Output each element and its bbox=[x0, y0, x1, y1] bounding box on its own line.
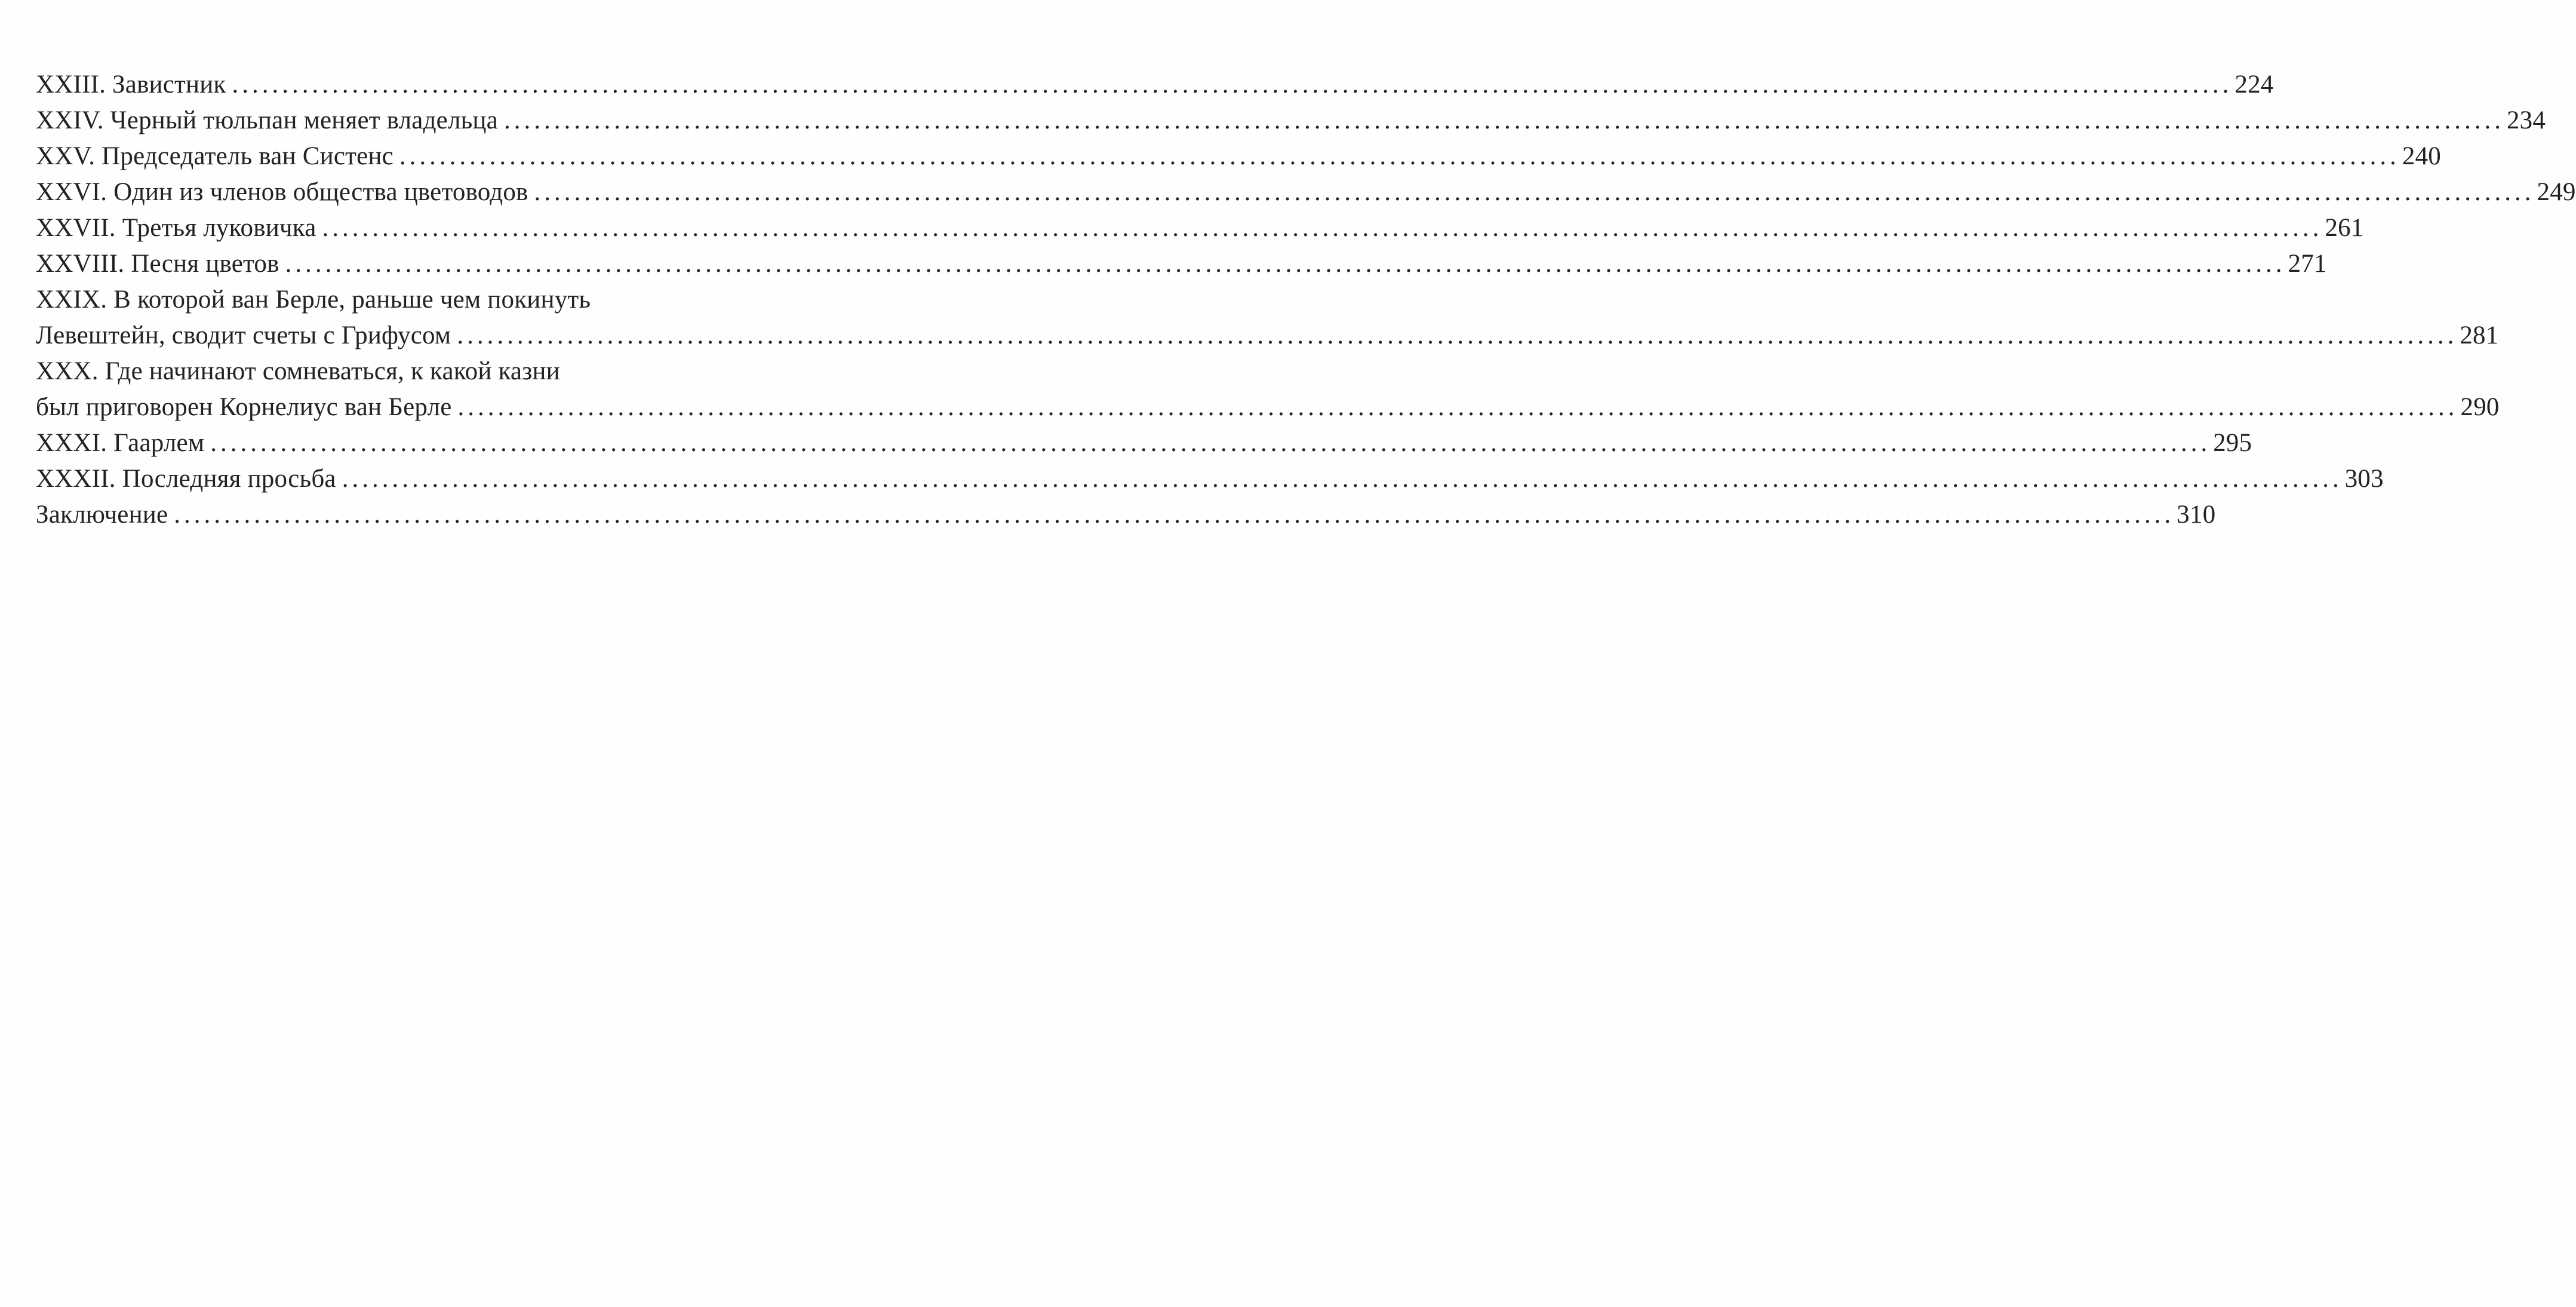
dot-leader: ........................................................................................................................................................................................................ bbox=[322, 214, 2323, 242]
toc-entry-title: XXVII. Третья луковичка bbox=[36, 214, 316, 242]
toc-entry-line bbox=[36, 318, 2499, 354]
dot-leader: ........................................................................................................................................................................................................ bbox=[457, 321, 2458, 349]
toc-entry-line bbox=[36, 210, 2364, 246]
toc-page-number: 303 bbox=[2344, 465, 2384, 493]
toc-entry-title: Левештейн, сводит счеты с Грифусом bbox=[36, 321, 451, 349]
toc-entry bbox=[36, 497, 2216, 533]
toc-entry-line bbox=[36, 461, 2384, 497]
dot-leader: ........................................................................................................................................................................................................ bbox=[399, 142, 2400, 170]
toc-entry bbox=[36, 210, 2364, 246]
toc-page-number: 234 bbox=[2506, 106, 2546, 134]
toc-entry-title: XXX. Где начинают сомневаться, к какой казни bbox=[36, 357, 560, 385]
toc-page-number: 249 bbox=[2537, 178, 2576, 206]
toc-entry bbox=[36, 103, 2546, 139]
toc-page-number: 240 bbox=[2402, 142, 2441, 170]
toc-entry-title: XXVI. Один из членов общества цветоводов bbox=[36, 178, 528, 206]
toc-entry-line bbox=[36, 354, 724, 389]
toc-entry-line bbox=[36, 103, 2546, 139]
toc-entry-title: XXXII. Последняя просьба bbox=[36, 465, 336, 493]
toc-entry-title: Заключение bbox=[36, 501, 168, 529]
toc-entry-line bbox=[36, 139, 2441, 174]
dot-leader: ........................................................................................................................................................................................................ bbox=[457, 393, 2458, 421]
toc-entry bbox=[36, 174, 2576, 210]
toc-entry-line bbox=[36, 174, 2576, 210]
toc-entry-title: был приговорен Корнелиус ван Берле bbox=[36, 393, 452, 421]
toc-page-number: 224 bbox=[2234, 70, 2274, 99]
toc-page-number: 261 bbox=[2325, 214, 2364, 242]
toc-entry-line bbox=[36, 425, 2252, 461]
toc-page-number: 290 bbox=[2460, 393, 2500, 421]
toc-entry bbox=[36, 139, 2441, 174]
dot-leader: ........................................................................................................................................................................................................ bbox=[534, 178, 2535, 206]
toc-entry-title: XXIII. Завистник bbox=[36, 70, 226, 99]
dot-leader: ........................................................................................................................................................................................................ bbox=[503, 106, 2504, 134]
toc-entry-line bbox=[36, 67, 2274, 103]
dot-leader: ........................................................................................................................................................................................................ bbox=[210, 429, 2211, 457]
toc-entry bbox=[36, 282, 2499, 354]
dot-leader: ........................................................................................................................................................................................................ bbox=[174, 501, 2175, 529]
toc-entry bbox=[36, 67, 2274, 103]
toc-entry bbox=[36, 461, 2384, 497]
toc-page-number: 271 bbox=[2288, 250, 2327, 278]
toc-entry bbox=[36, 246, 2327, 282]
toc-entry-line bbox=[36, 497, 2216, 533]
toc-page-number: 295 bbox=[2213, 429, 2252, 457]
toc-page-number: 281 bbox=[2460, 321, 2499, 349]
toc-entry-title: XXV. Председатель ван Систенс bbox=[36, 142, 394, 170]
dot-leader: ........................................................................................................................................................................................................ bbox=[232, 70, 2233, 99]
table-of-contents bbox=[36, 67, 2576, 533]
toc-entry-line bbox=[36, 389, 2500, 425]
toc-entry-line bbox=[36, 246, 2327, 282]
toc-entry-title: XXIX. В которой ван Берле, раньше чем покинуть bbox=[36, 286, 591, 314]
toc-page-number: 310 bbox=[2177, 501, 2216, 529]
dot-leader: ........................................................................................................................................................................................................ bbox=[285, 250, 2286, 278]
toc-entry bbox=[36, 354, 2500, 425]
dot-leader: ........................................................................................................................................................................................................ bbox=[342, 465, 2343, 493]
toc-entry bbox=[36, 425, 2252, 461]
toc-entry-line bbox=[36, 282, 724, 318]
toc-entry-title: XXIV. Черный тюльпан меняет владельца bbox=[36, 106, 498, 134]
toc-entry-title: XXVIII. Песня цветов bbox=[36, 250, 279, 278]
toc-entry-title: XXXI. Гаарлем bbox=[36, 429, 205, 457]
